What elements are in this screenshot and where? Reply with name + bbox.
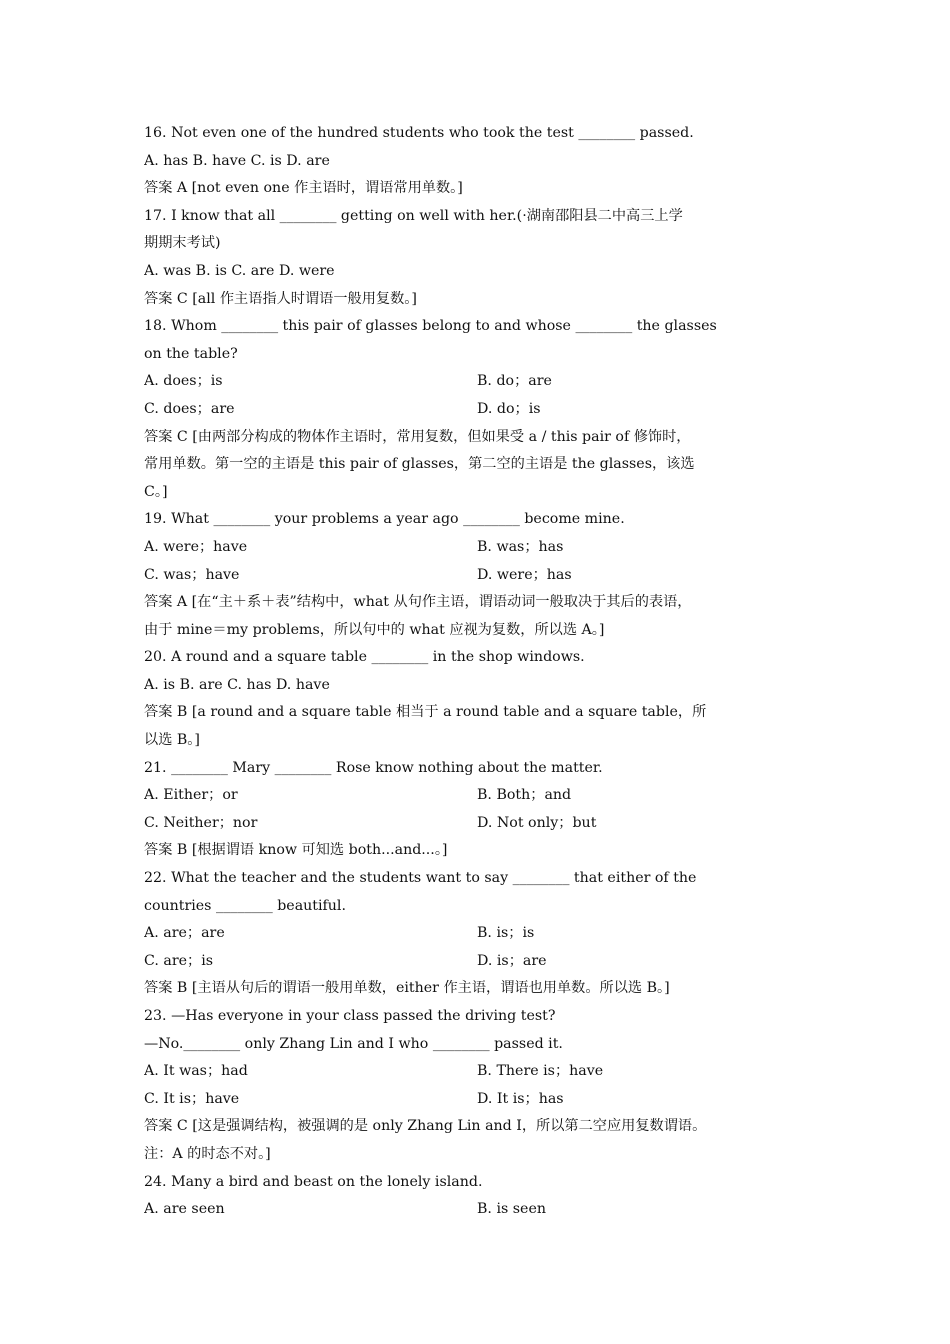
- option-row: [144, 562, 810, 590]
- question-block: [144, 1169, 810, 1224]
- option-row: [144, 782, 810, 810]
- answer-explanation-line: 答案 C [这是强调结构，被强调的是 only Zhang Lin and I，所以第二空应用复数谓语。: [144, 1118, 707, 1135]
- option-choice: A. does；is: [144, 373, 223, 390]
- option-row: [144, 920, 810, 948]
- option-choice: D. is；are: [477, 952, 547, 969]
- option-choice: C. It is；have: [144, 1090, 240, 1107]
- option-choice: A. are；are: [144, 925, 225, 942]
- question-block: [144, 865, 810, 1003]
- question-stem-line: —No.________ only Zhang Lin and I who ________ passed it.: [144, 1035, 563, 1052]
- option-choice: B. do；are: [477, 373, 552, 390]
- question-stem-line: 20. A round and a square table ________ in the shop windows.: [144, 649, 585, 666]
- question-block: [144, 1003, 810, 1169]
- option-choice: B. was；has: [477, 538, 564, 555]
- answer-explanation-line: 答案 B [根据谓语 know 可知选 both...and...。]: [144, 842, 448, 859]
- answer-explanation-line: 答案 C [all 作主语指人时谓语一般用复数。]: [144, 290, 417, 307]
- option-row: [144, 1086, 810, 1114]
- question-options: A. is B. are C. has D. have: [144, 676, 330, 693]
- question-stem-line: on the table?: [144, 345, 238, 362]
- exercise-page: [144, 120, 810, 1224]
- option-choice: C. are；is: [144, 952, 214, 969]
- option-choice: D. Not only；but: [477, 814, 597, 831]
- option-choice: A. It was；had: [144, 1063, 248, 1080]
- option-choice: C. was；have: [144, 566, 240, 583]
- answer-explanation-line: C。]: [144, 483, 168, 500]
- option-choice: D. It is；has: [477, 1090, 564, 1107]
- option-choice: A. Either；or: [144, 787, 238, 804]
- question-stem-line: 17. I know that all ________ getting on well with her.(·湖南邵阳县二中高三上学: [144, 207, 683, 224]
- answer-explanation-line: 答案 B [主语从句后的谓语一般用单数，either 作主语，谓语也用单数。所以选 B。]: [144, 980, 670, 997]
- answer-explanation-line: 以选 B。]: [144, 732, 200, 749]
- option-row: [144, 948, 810, 976]
- answer-explanation-line: 常用单数。第一空的主语是 this pair of glasses，第二空的主语是 the glasses，该选: [144, 456, 695, 473]
- question-stem-line: 19. What ________ your problems a year ago ________ become mine.: [144, 511, 625, 528]
- option-row: [144, 534, 810, 562]
- option-choice: C. Neither；nor: [144, 814, 258, 831]
- option-choice: A. are seen: [144, 1201, 225, 1218]
- option-row: [144, 810, 810, 838]
- question-options: A. has B. have C. is D. are: [144, 152, 330, 169]
- question-stem-line: 22. What the teacher and the students want to say ________ that either of the: [144, 870, 697, 887]
- question-stem-line: 24. Many a bird and beast on the lonely island.: [144, 1173, 483, 1190]
- option-row: [144, 396, 810, 424]
- option-choice: B. Both；and: [477, 787, 572, 804]
- answer-explanation-line: 答案 B [a round and a square table 相当于 a round table and a square table，所: [144, 704, 707, 721]
- option-row: [144, 1196, 810, 1224]
- answer-explanation-line: 答案 A [not even one 作主语时，谓语常用单数。]: [144, 180, 463, 197]
- option-choice: B. is seen: [477, 1201, 546, 1218]
- question-block: [144, 120, 810, 203]
- option-choice: B. is；is: [477, 925, 535, 942]
- option-choice: D. do；is: [477, 400, 541, 417]
- answer-explanation-line: 由于 mine＝my problems，所以句中的 what 应视为复数，所以选 A。]: [144, 621, 605, 638]
- question-block: [144, 203, 810, 313]
- question-block: [144, 644, 810, 754]
- answer-explanation-line: 答案 A [在“主＋系＋表”结构中，what 从句作主语，谓语动词一般取决于其后的表语，: [144, 594, 692, 611]
- question-options: A. was B. is C. are D. were: [144, 262, 335, 279]
- answer-explanation-line: 答案 C [由两部分构成的物体作主语时，常用复数，但如果受 a / this pair of 修饰时，: [144, 428, 691, 445]
- question-stem-line: 16. Not even one of the hundred students who took the test ________ passed.: [144, 125, 694, 141]
- question-block: [144, 313, 810, 506]
- option-row: [144, 368, 810, 396]
- question-stem-line: 18. Whom ________ this pair of glasses belong to and whose ________ the glasses: [144, 318, 717, 335]
- option-choice: D. were；has: [477, 566, 572, 583]
- option-choice: C. does；are: [144, 400, 235, 417]
- question-stem-line: countries ________ beautiful.: [144, 897, 346, 914]
- question-block: [144, 506, 810, 644]
- question-block: [144, 755, 810, 865]
- question-stem-line: 23. —Has everyone in your class passed the driving test?: [144, 1008, 556, 1024]
- option-choice: B. There is；have: [477, 1063, 604, 1080]
- option-row: [144, 1058, 810, 1086]
- option-choice: A. were；have: [144, 538, 248, 555]
- question-stem-line: 21. ________ Mary ________ Rose know nothing about the matter.: [144, 759, 603, 776]
- answer-explanation-line: 注：A 的时态不对。]: [144, 1145, 271, 1162]
- question-stem-line: 期期末考试): [144, 235, 221, 252]
